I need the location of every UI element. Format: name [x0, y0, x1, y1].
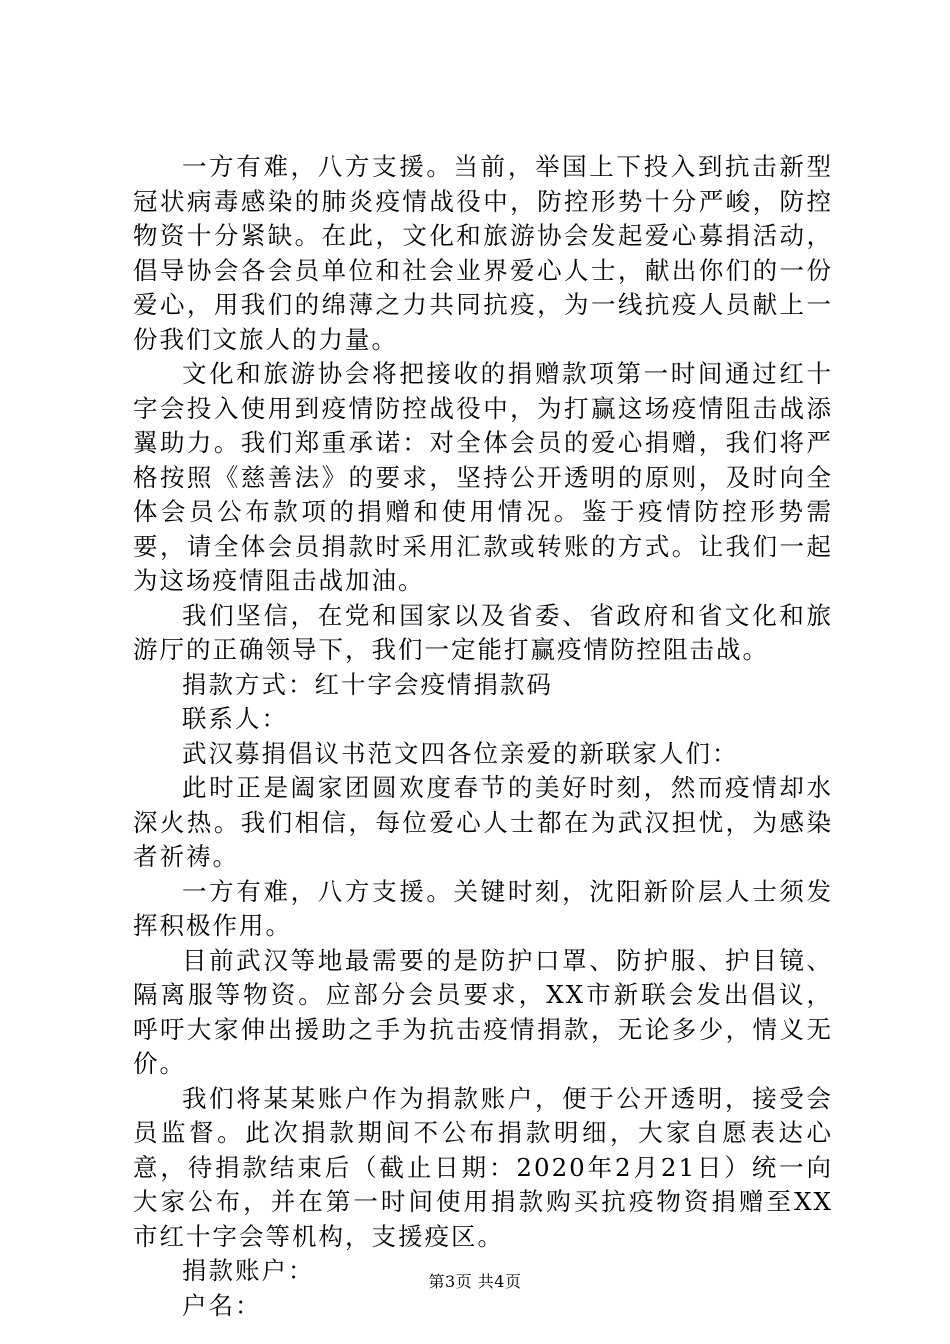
- donation-method-line: 捐款方式：红十字会疫情捐款码: [182, 669, 553, 699]
- donation-account-line: 捐款账户：: [182, 1256, 315, 1285]
- account-name-line: 户名：: [182, 1290, 262, 1320]
- paragraph: 一方有难，八方支援。关键时刻，沈阳新阶层人士须发挥积极作用。: [133, 876, 833, 940]
- paragraph: 此时正是阖家团圆欢度春节的美好时刻，然而疫情却水深火热。我们相信，每位爱心人士都在为武汉担忧，为感染者祈祷。: [133, 773, 833, 871]
- page-number: 第3页 共4页: [428, 1272, 522, 1291]
- paragraph: 我们坚信，在党和国家以及省委、省政府和省文化和旅游厅的正确领导下，我们一定能打赢疫情防控阻击战。: [133, 600, 833, 664]
- paragraph: 一方有难，八方支援。当前，举国上下投入到抗击新型冠状病毒感染的肺炎疫情战役中，防控形势十分严峻，防控物资十分紧缺。在此，文化和旅游协会发起爱心募捐活动，倡导协会各会员单位和社会业界爱心人士，献出你们的一份爱心，用我们的绵薄之力共同抗疫，为一线抗疫人员献上一份我们文旅人的力量。: [133, 152, 833, 354]
- paragraph: 文化和旅游协会将把接收的捐赠款项第一时间通过红十字会投入使用到疫情防控战役中，为打赢这场疫情阻击战添翼助力。我们郑重承诺：对全体会员的爱心捐赠，我们将严格按照《慈善法》的要求，坚持公开透明的原则，及时向全体会员公布款项的捐赠和使用情况。鉴于疫情防控形势需要，请全体会员捐款时采用汇款或转账的方式。让我们一起为这场疫情阻击战加油。: [133, 359, 833, 595]
- section-heading: 武汉募捐倡议书范文四各位亲爱的新联家人们：: [182, 738, 739, 768]
- document-body: [133, 150, 833, 1323]
- paragraph: 目前武汉等地最需要的是防护口罩、防护服、护目镜、隔离服等物资。应部分会员要求，XX市新联会发出倡议，呼吁大家伸出援助之手为抗击疫情捐款，无论多少，情义无价。: [133, 945, 833, 1078]
- contact-line: 联系人：: [182, 704, 288, 733]
- paragraph: 我们将某某账户作为捐款账户，便于公开透明，接受会员监督。此次捐款期间不公布捐款明细，大家自愿表达心意，待捐款结束后（截止日期：2020年2月21日）统一向大家公布，并在第一时间使用捐款购买抗疫物资捐赠至XX市红十字会等机构，支援疫区。: [133, 1083, 833, 1251]
- page-footer: [0, 1272, 950, 1292]
